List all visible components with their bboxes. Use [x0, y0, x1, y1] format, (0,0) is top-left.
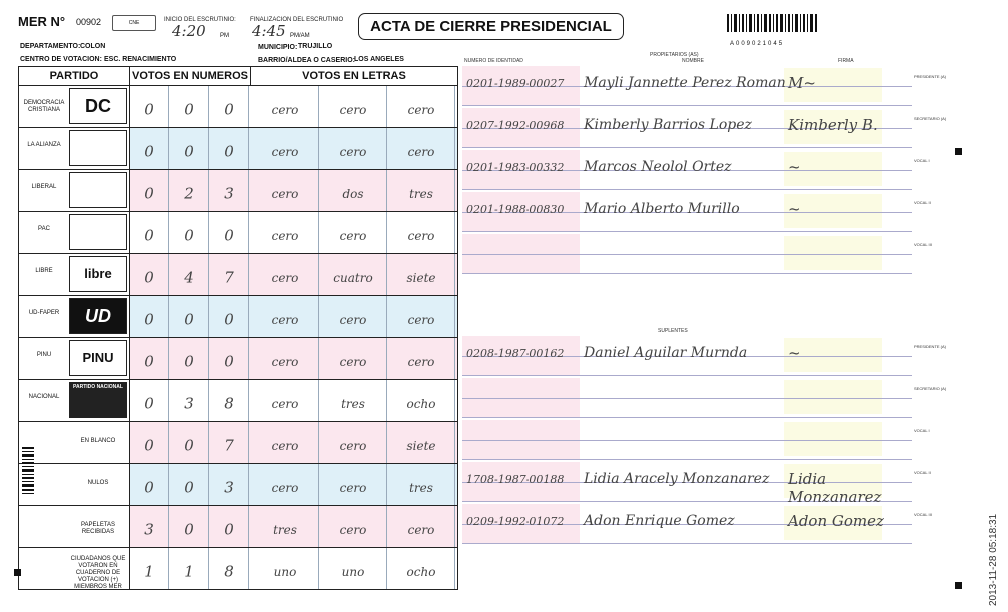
vote-digit-cell[interactable] [210, 548, 249, 589]
vote-word-cell[interactable] [320, 128, 387, 169]
vote-digit: 0 [184, 478, 194, 497]
party-cell [19, 128, 130, 169]
party-row [19, 86, 457, 128]
departamento-label: DEPARTAMENTO: [20, 43, 81, 50]
vote-word-cell[interactable] [388, 86, 455, 127]
vote-word: cuatro [333, 270, 373, 285]
vote-word-cell[interactable] [252, 548, 319, 589]
col-votos-numeros: VOTOS EN NUMEROS [130, 67, 251, 86]
vote-digit-cell[interactable] [170, 296, 209, 337]
vote-word-cell[interactable] [388, 128, 455, 169]
vote-digit: 0 [144, 352, 154, 371]
summary-row [19, 464, 457, 506]
vote-word-cell[interactable] [252, 464, 319, 505]
cne-logo: CNE [112, 15, 156, 31]
party-cell [19, 212, 130, 253]
vote-digit-cell[interactable] [170, 464, 209, 505]
role-label: VOCAL II [914, 200, 931, 205]
vote-digit-cell[interactable] [210, 464, 249, 505]
identity-number[interactable]: 1708-1987-00188 [466, 473, 565, 486]
vote-word-cell[interactable] [252, 422, 319, 463]
vote-digit: 7 [224, 268, 234, 287]
inicio-value: 4:20 [172, 22, 206, 40]
vote-word: cero [271, 186, 299, 201]
summary-label: EN BLANCO [80, 438, 116, 444]
vote-word-cell[interactable] [388, 422, 455, 463]
barcode-left [22, 447, 34, 497]
centro-label: CENTRO DE VOTACION: [20, 56, 102, 63]
role-label: VOCAL III [914, 242, 932, 247]
vote-word: cero [271, 354, 299, 369]
signature: ~ [788, 158, 801, 176]
vote-digit-cell[interactable] [210, 254, 249, 295]
vote-digit: 8 [224, 562, 234, 581]
party-logo [69, 214, 127, 250]
vote-word: uno [341, 564, 365, 579]
barcode-top [727, 14, 819, 40]
vote-digit-cell[interactable] [170, 128, 209, 169]
vote-word: tres [273, 522, 297, 537]
vote-word: cero [271, 102, 299, 117]
vote-digit: 0 [144, 184, 154, 203]
col-propietarios: PROPIETARIOS (AS) [650, 52, 699, 58]
row-line [462, 147, 912, 148]
vote-digit-cell[interactable] [210, 128, 249, 169]
row-line [462, 440, 912, 441]
vote-word-cell[interactable] [388, 212, 455, 253]
vote-word: cero [339, 438, 367, 453]
party-name: NACIONAL [28, 394, 60, 400]
party-name: PAC [38, 226, 50, 232]
signer-name[interactable]: Daniel Aguilar Murnda [584, 345, 748, 361]
vote-digit-cell[interactable] [210, 296, 249, 337]
suplentes-label: SUPLENTES [658, 328, 688, 334]
vote-word: cero [339, 522, 367, 537]
mer-label: MER N° [18, 14, 66, 29]
fin-value: 4:45 [252, 22, 286, 40]
party-cell [19, 296, 130, 337]
vote-digit: 0 [144, 226, 154, 245]
role-label: VOCAL I [914, 428, 930, 433]
vote-word-cell[interactable] [320, 170, 387, 211]
vote-word: cero [271, 438, 299, 453]
signer-row [462, 378, 912, 418]
party-name: LIBERAL [31, 184, 57, 190]
signature-box[interactable] [784, 380, 882, 414]
vote-digit: 0 [144, 436, 154, 455]
signer-name[interactable]: Kimberly Barrios Lopez [584, 117, 752, 133]
signature-box[interactable] [784, 236, 882, 270]
vote-word: cero [271, 228, 299, 243]
vote-digit-cell[interactable] [170, 380, 209, 421]
signature: Adon Gomez [788, 512, 884, 530]
signer-row [462, 66, 912, 106]
vote-word-cell[interactable] [252, 170, 319, 211]
vote-digit: 3 [224, 184, 234, 203]
vote-word: tres [341, 396, 365, 411]
party-row [19, 254, 457, 296]
vote-digit-cell[interactable] [210, 338, 249, 379]
signature-box[interactable] [784, 422, 882, 456]
row-line [462, 398, 912, 399]
vote-digit: 0 [144, 100, 154, 119]
vote-word: siete [406, 270, 436, 285]
party-name: PINU [36, 352, 52, 358]
vote-digit: 7 [224, 436, 234, 455]
row-line [462, 105, 912, 106]
party-cell [19, 548, 130, 589]
role-label: PRESIDENTE (A) [914, 344, 947, 349]
party-row [19, 128, 457, 170]
party-logo [69, 130, 127, 166]
row-line [462, 543, 912, 544]
row-line [462, 231, 912, 232]
vote-word: cero [271, 144, 299, 159]
vote-word-cell[interactable] [252, 212, 319, 253]
vote-digit: 2 [184, 184, 194, 203]
vote-digit-cell[interactable] [170, 170, 209, 211]
identity-number[interactable]: 0201-1988-00830 [466, 203, 565, 216]
vote-digit-cell[interactable] [210, 506, 249, 547]
row-line [462, 189, 912, 190]
vote-word-cell[interactable] [320, 296, 387, 337]
vote-digit: 0 [224, 352, 234, 371]
vote-word: cero [271, 270, 299, 285]
identity-number[interactable]: 0207-1992-00968 [466, 119, 565, 132]
vote-word: dos [342, 186, 364, 201]
departamento-value: COLON [80, 43, 106, 50]
signature: M~ [788, 74, 816, 92]
vote-digit: 0 [184, 226, 194, 245]
vote-word: ocho [406, 396, 436, 411]
vote-digit: 0 [184, 436, 194, 455]
vote-word-cell[interactable] [388, 380, 455, 421]
vote-digit: 0 [184, 142, 194, 161]
vote-word-cell[interactable] [320, 338, 387, 379]
municipio-label: MUNICIPIO: [258, 44, 298, 51]
role-label: PRESIDENTE (A) [914, 74, 947, 79]
vote-word-cell[interactable] [320, 380, 387, 421]
col-nombre: NOMBRE [682, 58, 704, 64]
vote-digit-cell[interactable] [130, 296, 169, 337]
vote-word: cero [339, 480, 367, 495]
signer-name[interactable]: Marcos Neolol Ortez [584, 159, 732, 175]
signer-row [462, 420, 912, 460]
row-line [462, 273, 912, 274]
signature: Kimberly B. [788, 116, 878, 134]
vote-word-cell[interactable] [320, 422, 387, 463]
summary-label: NULOS [87, 480, 109, 486]
vote-word-cell[interactable] [388, 506, 455, 547]
vote-word: cero [271, 396, 299, 411]
summary-label: PAPELETAS RECIBIDAS [80, 522, 116, 535]
vote-digit: 8 [224, 394, 234, 413]
party-row [19, 212, 457, 254]
vote-digit-cell[interactable] [170, 422, 209, 463]
vote-digit-cell[interactable] [130, 548, 169, 589]
party-logo [69, 172, 127, 208]
signer-row [462, 150, 912, 190]
vote-word: cero [339, 354, 367, 369]
vote-word-cell[interactable] [252, 86, 319, 127]
vote-digit-cell[interactable] [170, 338, 209, 379]
vote-word: cero [407, 102, 435, 117]
vote-word-cell[interactable] [252, 296, 319, 337]
vote-word: siete [406, 438, 436, 453]
vote-word-cell[interactable] [252, 128, 319, 169]
party-logo: UD [69, 298, 127, 334]
vote-word-cell[interactable] [320, 464, 387, 505]
party-cell [19, 170, 130, 211]
summary-row [19, 506, 457, 548]
vote-digit: 0 [184, 520, 194, 539]
barcode-number: A009021045 [730, 41, 785, 47]
vote-word-cell[interactable] [320, 548, 387, 589]
vote-word-cell[interactable] [388, 254, 455, 295]
signer-name[interactable]: Mayli Jannette Perez Roman [584, 75, 786, 91]
vote-digit-cell[interactable] [130, 170, 169, 211]
signature: ~ [788, 200, 801, 218]
vote-digit: 0 [224, 226, 234, 245]
vote-digit-cell[interactable] [210, 86, 249, 127]
row-line [462, 459, 912, 460]
vote-digit-cell[interactable] [130, 254, 169, 295]
party-cell [19, 506, 130, 547]
vote-digit-cell[interactable] [130, 128, 169, 169]
vote-digit-cell[interactable] [170, 506, 209, 547]
inicio-label: INICIO DEL ESCRUTINIO: [164, 17, 236, 23]
vote-digit: 4 [184, 268, 194, 287]
vote-digit-cell[interactable] [170, 548, 209, 589]
signer-name[interactable]: Mario Alberto Murillo [584, 201, 740, 217]
vote-digit-cell[interactable] [210, 380, 249, 421]
vote-digit: 0 [144, 268, 154, 287]
vote-digit: 0 [144, 394, 154, 413]
vote-word: cero [407, 312, 435, 327]
row-line [462, 417, 912, 418]
party-logo: DC [69, 88, 127, 124]
vote-word: cero [339, 144, 367, 159]
vote-word-cell[interactable] [252, 338, 319, 379]
vote-word: tres [409, 186, 433, 201]
vote-word: uno [273, 564, 297, 579]
vote-word-cell[interactable] [320, 86, 387, 127]
col-identidad: NUMERO DE IDENTIDAD [464, 58, 523, 64]
col-firma: FIRMA [838, 58, 854, 64]
party-row [19, 296, 457, 338]
party-name: LA ALIANZA [27, 142, 61, 148]
vote-word-cell[interactable] [320, 212, 387, 253]
party-logo: PARTIDO NACIONAL [69, 382, 127, 418]
signer-row [462, 336, 912, 376]
party-cell [19, 338, 130, 379]
col-votos-letras: VOTOS EN LETRAS [251, 67, 457, 86]
vote-digit: 0 [224, 142, 234, 161]
party-name: DEMOCRACIA CRISTIANA [23, 100, 65, 113]
signature: Lidia Monzanarez [788, 470, 882, 506]
vote-word-cell[interactable] [388, 170, 455, 211]
vote-digit-cell[interactable] [210, 422, 249, 463]
summary-row [19, 548, 457, 590]
vote-word-cell[interactable] [388, 464, 455, 505]
identity-number[interactable]: 0209-1992-01072 [466, 515, 565, 528]
vote-digit: 0 [184, 352, 194, 371]
fin-unit: PM/AM [290, 33, 310, 39]
vote-digit-cell[interactable] [130, 212, 169, 253]
role-label: VOCAL III [914, 512, 932, 517]
vote-digit: 0 [224, 310, 234, 329]
barrio-label: BARRIO/ALDEA O CASERIO: [258, 57, 355, 64]
registration-mark [955, 582, 962, 589]
vote-word-cell[interactable] [388, 548, 455, 589]
party-cell [19, 464, 130, 505]
vote-digit-cell[interactable] [130, 464, 169, 505]
vote-digit-cell[interactable] [170, 212, 209, 253]
mer-number: 00902 [76, 17, 102, 27]
vote-word: cero [271, 312, 299, 327]
vote-digit-cell[interactable] [130, 506, 169, 547]
inicio-unit: PM [220, 33, 229, 39]
col-partido: PARTIDO [19, 67, 130, 86]
municipio-value: TRUJILLO [298, 43, 333, 50]
signature: ~ [788, 344, 801, 362]
vote-digit: 0 [184, 100, 194, 119]
vote-digit-cell[interactable] [210, 212, 249, 253]
vote-word-cell[interactable] [388, 296, 455, 337]
summary-label: CIUDADANOS QUE VOTARON EN CUADERNO DE VOTACION (+) MIEMBROS MER [70, 556, 126, 590]
party-row [19, 170, 457, 212]
party-name: LIBRE [35, 268, 53, 274]
signer-row [462, 462, 912, 506]
vote-word: cero [339, 228, 367, 243]
vote-digit: 1 [144, 562, 154, 581]
vote-digit: 0 [144, 478, 154, 497]
party-row [19, 380, 457, 422]
centro-value: ESC. RENACIMIENTO [104, 56, 177, 63]
vote-digit: 1 [184, 562, 194, 581]
fin-label: FINALIZACION DEL ESCRUTINIO [250, 17, 344, 23]
role-label: VOCAL II [914, 470, 931, 475]
vote-digit-cell[interactable] [170, 86, 209, 127]
identity-number[interactable]: 0201-1983-00332 [466, 161, 565, 174]
vote-word: cero [407, 228, 435, 243]
signer-row [462, 504, 912, 544]
signer-row [462, 234, 912, 274]
vote-digit: 0 [144, 310, 154, 329]
vote-digit: 3 [144, 520, 154, 539]
party-logo: PINU [69, 340, 127, 376]
vote-word-cell[interactable] [320, 254, 387, 295]
vote-word-cell[interactable] [252, 380, 319, 421]
vote-word-cell[interactable] [320, 506, 387, 547]
party-name: UD-FAPER [28, 310, 60, 316]
signer-row [462, 192, 912, 232]
vote-digit: 3 [184, 394, 194, 413]
row-line [462, 375, 912, 376]
registration-mark [955, 148, 962, 155]
vote-word-cell[interactable] [252, 254, 319, 295]
signer-row [462, 108, 912, 148]
results-table [18, 66, 458, 590]
signer-name[interactable]: Lidia Aracely Monzanarez [584, 471, 770, 487]
vote-digit: 0 [224, 520, 234, 539]
vote-word: cero [339, 102, 367, 117]
party-cell [19, 422, 130, 463]
registration-mark [14, 569, 21, 576]
identity-number[interactable]: 0208-1987-00162 [466, 347, 565, 360]
vote-word: cero [271, 480, 299, 495]
party-cell [19, 380, 130, 421]
vote-digit: 0 [184, 310, 194, 329]
vote-word: cero [407, 522, 435, 537]
party-row [19, 338, 457, 380]
vote-digit-cell[interactable] [210, 170, 249, 211]
vote-word: cero [339, 312, 367, 327]
vote-word-cell[interactable] [252, 506, 319, 547]
party-cell [19, 254, 130, 295]
party-cell [19, 86, 130, 127]
role-label: SECRETARIO (A) [914, 386, 947, 391]
vote-word: cero [407, 354, 435, 369]
role-label: SECRETARIO (A) [914, 116, 947, 121]
row-line [462, 254, 912, 255]
document-title: ACTA DE CIERRE PRESIDENCIAL [358, 13, 624, 40]
vote-digit-cell[interactable] [130, 86, 169, 127]
party-logo: libre [69, 256, 127, 292]
vote-digit-cell[interactable] [170, 254, 209, 295]
signer-name[interactable]: Adon Enrique Gomez [584, 513, 735, 529]
vote-word: cero [407, 144, 435, 159]
vote-digit-cell[interactable] [130, 422, 169, 463]
vote-digit-cell[interactable] [130, 380, 169, 421]
vote-digit: 0 [144, 142, 154, 161]
vote-digit: 3 [224, 478, 234, 497]
barrio-value: LOS ANGELES [354, 56, 404, 63]
vote-word: tres [409, 480, 433, 495]
vote-digit: 0 [224, 100, 234, 119]
vote-word: ocho [406, 564, 436, 579]
scan-timestamp: 2013-11-28 05:18:31 [988, 513, 999, 606]
identity-number[interactable]: 0201-1989-00027 [466, 77, 565, 90]
summary-row [19, 422, 457, 464]
role-label: VOCAL I [914, 158, 930, 163]
vote-word-cell[interactable] [388, 338, 455, 379]
vote-digit-cell[interactable] [130, 338, 169, 379]
